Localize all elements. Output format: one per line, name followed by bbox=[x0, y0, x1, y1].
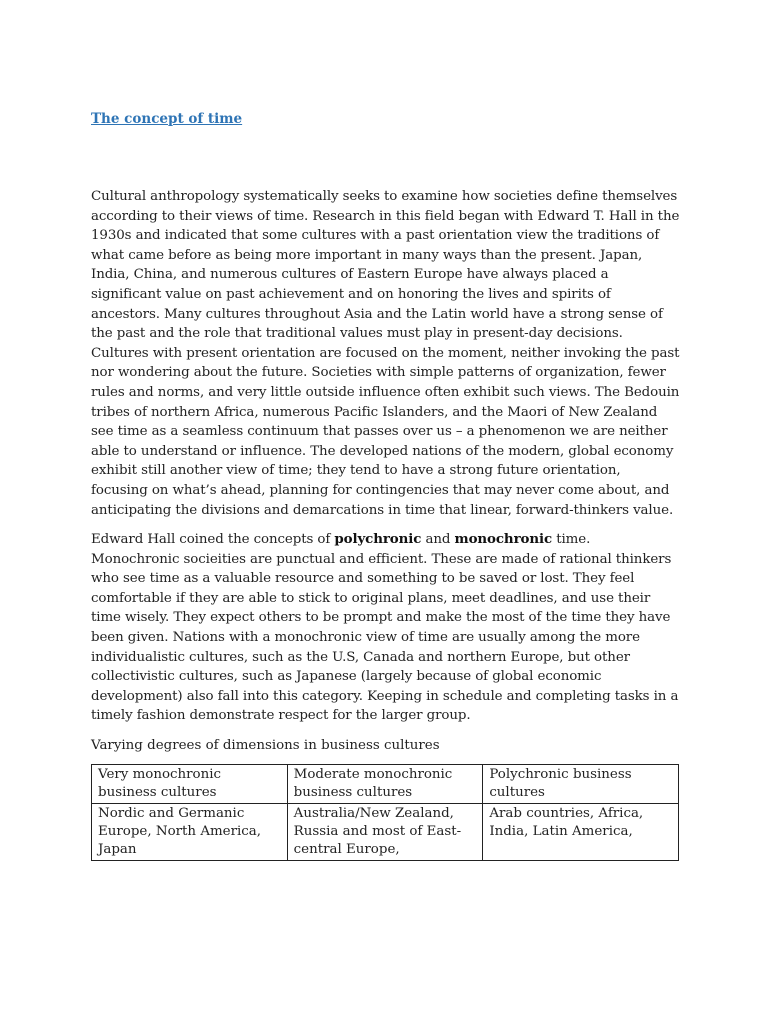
term-monochronic: monochronic bbox=[454, 531, 553, 548]
table-caption: Varying degrees of dimensions in business cultures bbox=[91, 738, 440, 754]
table-cell: Australia/New Zealand, Russia and most of East-central Europe, bbox=[287, 803, 483, 860]
paragraph2-and: and bbox=[421, 532, 455, 548]
table-row bbox=[92, 803, 679, 860]
paragraph-time-orientation: Cultural anthropology systematically seeks to examine how societies define themselves according to their views of time. Research in this field began with Edward T. Hall in the 1930s and indicated that some cultures with a past orientation view the traditions of what came before as being more important in many ways than the present. Japan, India, China, and numerous cultures of Eastern Europe have always placed a significant value on past achievement and on honoring the lives and spirits of ancestors. Many cultures throughout Asia and the Latin world have a strong sense of the past and the role that traditional values must play in present-day decisions. Cultures with present orientation are focused on the moment, neither invoking the past nor wondering about the future. Societies with simple patterns of organization, fewer rules and norms, and very little outside influence often exhibit such views. The Bedouin tribes of northern Africa, numerous Pacific Islanders, and the Maori of New Zealand see time as a seamless continuum that passes over us – a phenomenon we are neither able to understand or influence. The developed nations of the modern, global economy exhibit still another view of time; they tend to have a strong future orientation, focusing on what’s ahead, planning for contingencies that may never come about, and anticipating the divisions and demarcations in time that linear, forward-thinkers value. bbox=[91, 189, 680, 518]
term-polychronic: polychronic bbox=[334, 531, 422, 548]
section-heading bbox=[91, 108, 681, 129]
paragraph2-rest: time. Monochronic socieities are punctual and efficient. These are made of rational thinkers who see time as a valuable resource and something to be saved or lost. They feel comfortable if they are able to stick to original plans, meet deadlines, and use their time wisely. They expect others to be prompt and make the most of the time they have been given. Nations with a monochronic view of time are usually among the more individualistic cultures, such as the U.S, Canada and northern Europe, but other collectivistic cultures, such as Japanese (largely because of global economic development) also fall into this category. Keeping in schedule and completing tasks in a timely fashion demonstrate respect for the larger group. bbox=[91, 532, 679, 724]
table-cell: Arab countries, Africa, India, Latin America, bbox=[483, 803, 679, 860]
paragraph-polychronic-monochronic bbox=[91, 530, 681, 726]
document-page bbox=[91, 108, 681, 861]
table-header-cell: Polychronic business cultures bbox=[483, 764, 679, 803]
business-cultures-table bbox=[91, 764, 679, 861]
heading-link-text: The concept of time bbox=[91, 111, 243, 127]
table-header-cell: Moderate monochronic business cultures bbox=[287, 764, 483, 803]
table-cell: Nordic and Germanic Europe, North America, Japan bbox=[92, 803, 288, 860]
paragraph2-lead: Edward Hall coined the concepts of bbox=[91, 532, 335, 548]
table-header-cell: Very monochronic business cultures bbox=[92, 764, 288, 803]
table-header-row bbox=[92, 764, 679, 803]
